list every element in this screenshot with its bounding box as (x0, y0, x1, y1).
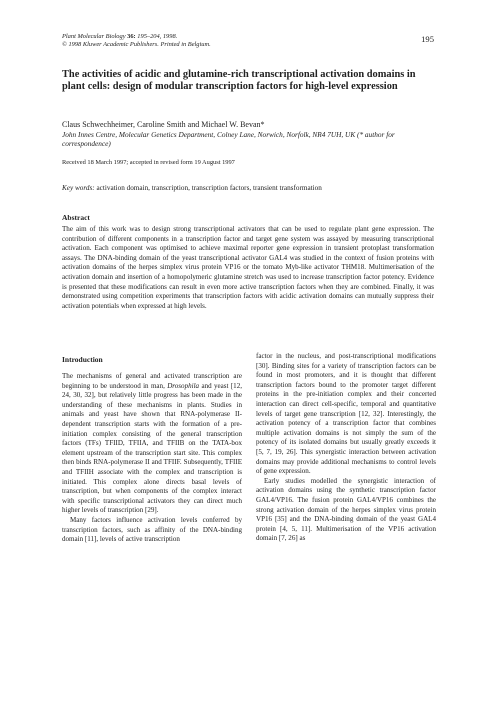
body-column-right (256, 352, 436, 544)
intro-paragraph-1 (62, 372, 242, 516)
abstract-heading: Abstract (62, 213, 90, 222)
keywords-text: activation domain, transcription, transcription factors, transient transformation (96, 184, 322, 192)
journal-header (62, 33, 211, 50)
keywords (62, 184, 434, 192)
abstract-text: The aim of this work was to design strong transcriptional activators that can be used to regulate plant gene expression. The contribution of different components in a transcription factor and target gene system was assayed by measuring transcriptional activation. Each component was optimised to achieve maximal reporter gene expression in transient protoplast transformation assays. The DNA-binding domain of the yeast transcriptional activator GAL4 was studied in the context of fusion proteins with activation domains of the herpes simplex virus protein VP16 or the tomato Myb-like activator THM18. Multimerisation of the activation domain and insertion of a homopolymeric glutamine stretch was used to increase transcription factor potency. Evidence is presented that these modifications can result in even more active transcription factors when they are combined. Finally, it was demonstrated using competition experiments that transcription factors with acidic activation domains can mutually suppress their activation potentials when expressed at high levels. (62, 225, 434, 310)
journal-name: Plant Molecular Biology (62, 33, 126, 40)
body-column-left (62, 372, 242, 545)
affiliation: John Innes Centre, Molecular Genetics Department, Colney Lane, Norwich, Norfolk, NR4 7UH, UK (* author for correspondence) (62, 130, 395, 149)
copyright-line: © 1998 Kluwer Academic Publishers. Printed in Belgium. (62, 41, 211, 49)
intro-paragraph-2: Many factors influence activation levels conferred by transcription factors, such as affinity of the DNA-binding domain [11], levels of active transcription (62, 515, 242, 544)
intro-paragraph-3: Early studies modelled the synergistic interaction of activation domains using the synthetic transcription factor GAL4/VP16. The fusion protein GAL4/VP16 combines the strong activation domain of the herpes simplex virus protein VP16 [35] and the DNA-binding domain of the yeast GAL4 protein [4, 5, 11]. Multimerisation of the VP16 activation domain [7, 26] as (256, 476, 436, 543)
author-list: Claus Schwechheimer, Caroline Smith and Michael W. Bevan* (62, 120, 265, 129)
paper-title: The activities of acidic and glutamine-rich transcriptional activation domains in plant cells: design of modular transcription factors for high-level expression (62, 69, 416, 93)
journal-volume: 36: (127, 33, 136, 40)
introduction-heading: Introduction (62, 355, 103, 364)
intro-p1-italic: Drosophila (167, 381, 200, 390)
intro-paragraph-2-cont: factor in the nucleus, and post-transcriptional modifications [30]. Binding sites for a variety of transcription factors can be found in most promoters, and it is thought that different transcription factors bound to the promoter target different proteins in the pre-initiation complex and their concerted interaction can direct cell-specific, temporal and quantitative levels of target gene transcription [12, 32]. Interestingly, the activation potency of a transcription factor that combines multiple activation domains is not simply the sum of the potency of its isolated domains but usually greatly exceeds it [5, 7, 19, 26]. This synergistic interaction between activation domains may provide additional mechanisms to control levels of gene expression. (256, 352, 436, 476)
intro-p1-text-b: and yeast [12, 24, 30, 32], but relatively little progress has been made in the understanding of these mechanisms in plants. Studies in animals and yeast have shown that RNA-polymerase II-dependent transcription starts with the formation of a pre-initiation complex consisting of the general transcription factors (TFs) TFIID, TFIIA, and TFIIB on the TATA-box element upstream of the transcription start site. This complex then binds RNA-polymerase II and TFIIF. Subsequently, TFIIE and TFIIH associate with the complex and transcription is initiated. This complex alone directs basal levels of transcription, but when components of the complex interact with specific transcriptional activators they can direct much higher levels of transcription [29]. (62, 381, 242, 515)
intro-p1-text-a: The mechanisms of general and activated transcription are beginning to be understood in man, (62, 372, 242, 390)
received-dates: Received 18 March 1997; accepted in revised form 19 August 1997 (62, 159, 235, 166)
keywords-label: Key words: (62, 184, 95, 192)
page-number: 195 (421, 34, 434, 44)
journal-pages: 195–204, 1998. (137, 33, 178, 40)
